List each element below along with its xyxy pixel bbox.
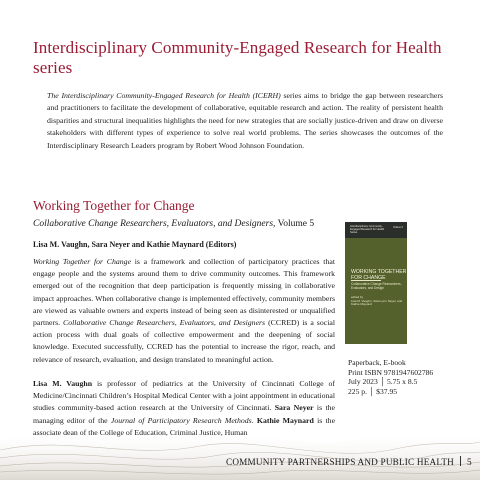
book-title: Working Together for Change	[33, 198, 195, 213]
footer-divider	[460, 456, 461, 466]
bio-text-4: is the associate dean of the College of Education, Criminal Justice, Human	[33, 415, 336, 437]
bio-name-vaughn: Lisa M. Vaughn	[33, 379, 93, 388]
page-number: 5	[466, 457, 472, 467]
cover-volume: Volume 5	[393, 226, 403, 229]
series-desc-italic: The Interdisciplinary Community-Engaged Research for Health (ICERH)	[47, 91, 281, 100]
book-desc-text-2: (CCRED) is a social action process with dual goals of collective empowerment and the deepening of social knowledge. Executed successfully, CCRED has the potential to increase the rigor, reach, and relevance of research, evaluation, and design translated to meaningful action.	[33, 318, 335, 364]
pub-isbn: Print ISBN 9781947602786	[348, 367, 434, 377]
book-description	[33, 256, 335, 366]
footer-section: COMMUNITY PARTNERSHIPS AND PUBLIC HEALTH	[226, 457, 454, 467]
book-subtitle-italic: Collaborative Change Researchers, Evaluators, and Designers,	[33, 219, 276, 229]
cover-editors	[351, 296, 403, 307]
cover-editor-names: Lisa M. Vaughn, Sara Lynn Neyer, and Kathie Maynard	[351, 298, 403, 307]
book-volume: Volume 5	[275, 219, 315, 229]
page-footer	[226, 456, 472, 467]
cover-edited-by: edited by	[351, 295, 364, 299]
book-editors: Lisa M. Vaughn, Sara Neyer and Kathie Maynard (Editors)	[33, 240, 237, 249]
series-title: Interdisciplinary Community-Engaged Research for Health series	[33, 38, 442, 77]
cover-title-line1: WORKING TOGETHER	[351, 269, 407, 275]
publication-info	[348, 358, 433, 396]
pub-price: $37.95	[376, 386, 398, 396]
pub-format: Paperback, E-book	[348, 358, 406, 367]
series-description	[47, 90, 443, 152]
editors-bio	[33, 378, 335, 439]
pub-pages-price: 225 p. │ $37.95	[348, 386, 398, 396]
bio-name-neyer: Sara Neyer	[274, 403, 314, 413]
series-desc-text: series aims to bridge the gap between researchers and practitioners to facilitate the development of collaborative, equitable research and action. The reality of persistent health disparities and structural inequalities highlights the need for new strategies that are socially justice-driven and draw on diverse stakeholders with different types of experience to solve real world problems. The series showcases the outcomes of the Interdisciplinary Research Leaders program by Robert Wood Johnson Foundation.	[47, 91, 443, 150]
pub-date-size: July 2023 │ 5.75 x 8.5	[348, 377, 418, 387]
book-cover-image[interactable]	[345, 222, 407, 344]
book-subtitle	[33, 219, 314, 229]
cover-title-line2: FOR CHANGE	[351, 274, 386, 281]
cover-divider	[351, 280, 381, 281]
bio-journal: Journal of Participatory Research Methods	[110, 415, 252, 425]
book-desc-title-ref: Working Together for Change	[33, 257, 132, 266]
bio-text-3: .	[251, 415, 257, 425]
pub-date: July 2023	[348, 377, 378, 387]
bio-text-2: is the managing editor of the	[33, 403, 335, 425]
pub-size: 5.75 x 8.5	[386, 377, 418, 387]
cover-subtitle: Collaborative Change Researchers, Evaluators, and Design	[351, 282, 402, 290]
bio-name-maynard: Kathie Maynard	[256, 415, 314, 425]
bio-text-1: is professor of pediatrics at the University of Cincinnati College of Medicine/Cincinnati Children’s Hospital Medical Center with a joint appointment in educational studies community-based action research at the University of Cincinnati.	[33, 379, 336, 413]
cover-series-label: Interdisciplinary Community-Engaged Research for Health Series	[350, 225, 385, 234]
book-desc-text-1: is a framework and collection of participatory practices that engage people and the systems around them to drive community outcomes. This framework emerged out of the recognition that deep participation is frequently missing in collaborative impact approaches. When collaborative change is implemented effectively, community members are viewed as valuable owners and experts instead of being seen as disinterested or unqualified partners.	[33, 257, 335, 328]
pub-pages: 225 p.	[348, 386, 367, 396]
book-desc-subtitle-ref: Collaborative Change Researchers, Evaluators, and Designers	[63, 318, 266, 328]
